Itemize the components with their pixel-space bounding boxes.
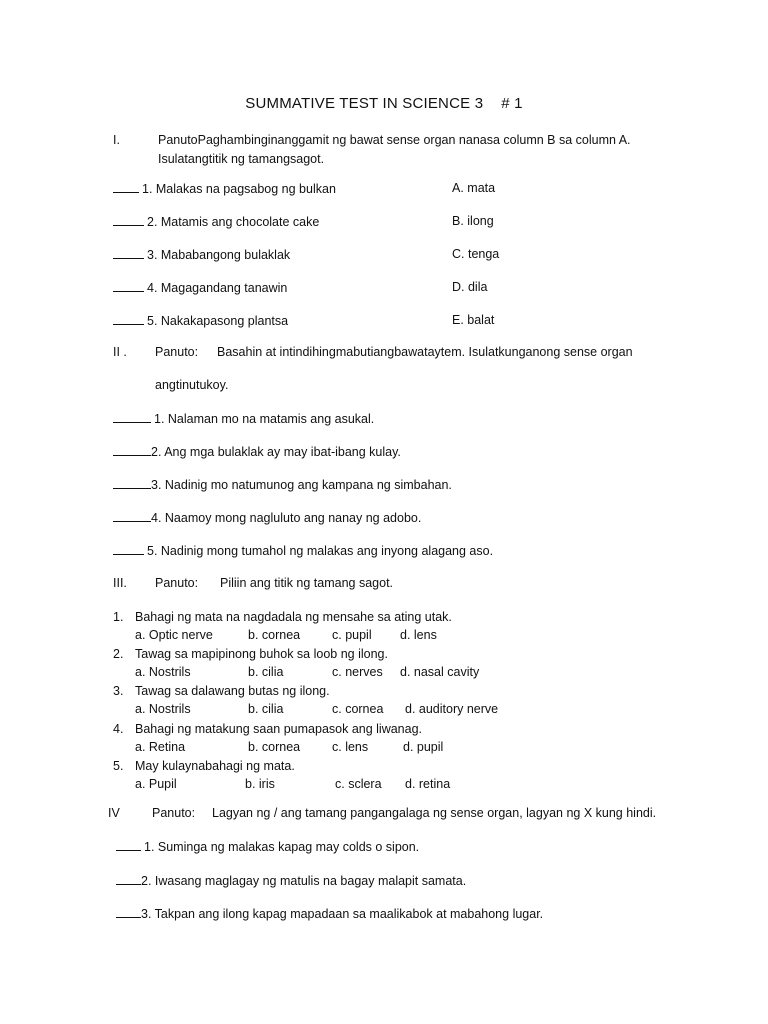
choice-a: a. Nostrils [135,702,191,716]
question-text: Bahagi ng mata na nagdadala ng mensahe sa ating utak. [135,610,452,624]
choice-c: c. pupil [332,628,372,642]
part1-item-2 [113,214,319,229]
answer-blank [113,543,144,555]
choice-b: b. iris [245,777,275,791]
choice-d: d. auditory nerve [405,702,499,716]
part2-instruction-line2: angtinutukoy. [155,378,229,392]
part1-answer-choice: D. dila [452,280,488,294]
part2-item-text: 1. Nalaman mo na matamis ang asukal. [154,412,375,426]
question-number: 1. [113,610,124,624]
answer-blank [113,411,151,423]
part1-answer-choice: C. tenga [452,247,500,261]
part1-item-text: 2. Matamis ang chocolate cake [147,215,320,229]
part4-item-text: 1. Suminga ng malakas kapag may colds o sipon. [144,840,420,854]
part3-panuto: Panuto: [155,576,199,590]
choice-c: c. nerves [332,665,383,679]
part2-item-1 [113,411,374,426]
part4-panuto: Panuto: [152,806,196,820]
question-text: Tawag sa mapipinong buhok sa loob ng ilong. [135,647,388,661]
choice-a: a. Nostrils [135,665,191,679]
question-number: 2. [113,647,124,661]
part1-item-3 [113,247,290,262]
question-text: Tawag sa dalawang butas ng ilong. [135,684,330,698]
part2-item-4 [113,510,421,525]
question-number: 4. [113,722,124,736]
question-text: Bahagi ng matakung saan pumapasok ang liwanag. [135,722,423,736]
part1-instruction-line2: Isulatangtitik ng tamangsagot. [158,152,325,166]
part1-item-4 [113,280,287,295]
part3-instruction: Piliin ang titik ng tamang sagot. [220,576,394,590]
page-title [0,95,768,112]
part1-answer-choice: A. mata [452,181,496,195]
part4-item-2 [116,873,466,888]
answer-blank [116,906,141,918]
part4-item-1 [116,839,419,854]
title-text: SUMMATIVE TEST IN SCIENCE 3 [245,95,484,112]
choice-b: b. cilia [248,665,284,679]
title-number: # 1 [501,95,523,112]
choice-b: b. cornea [248,740,301,754]
choice-b: b. cilia [248,702,284,716]
part4-item-text: 2. Iwasang maglagay ng matulis na bagay malapit samata. [141,874,467,888]
part2-item-text: 3. Nadinig mo natumunog ang kampana ng simbahan. [151,478,452,492]
answer-blank [113,214,144,226]
part4-roman: IV [108,806,120,820]
part2-item-text: 4. Naamoy mong nagluluto ang nanay ng adobo. [151,511,422,525]
answer-blank [113,181,139,193]
part2-roman: II . [113,345,127,359]
part1-item-text: 5. Nakakapasong plantsa [147,314,289,328]
choice-b: b. cornea [248,628,301,642]
part1-answer-choice: B. ilong [452,214,494,228]
choice-c: c. cornea [332,702,384,716]
choice-c: c. lens [332,740,369,754]
answer-blank [113,280,144,292]
answer-blank [113,510,151,522]
part1-item-text: 1. Malakas na pagsabog ng bulkan [142,182,336,196]
choice-a: a. Pupil [135,777,177,791]
part4-item-text: 3. Takpan ang ilong kapag mapadaan sa maalikabok at mabahong lugar. [141,907,544,921]
question-number: 5. [113,759,124,773]
choice-d: d. retina [405,777,451,791]
answer-blank [113,444,151,456]
choice-a: a. Optic nerve [135,628,213,642]
part2-item-5 [113,543,493,558]
part1-item-1 [113,181,336,196]
part4-item-3 [116,906,543,921]
question-number: 3. [113,684,124,698]
choice-d: d. nasal cavity [400,665,480,679]
part1-item-5 [113,313,288,328]
answer-blank [116,839,141,851]
question-text: May kulaynabahagi ng mata. [135,759,295,773]
part1-roman: I. [113,133,120,147]
answer-blank [113,313,144,325]
part1-instruction-line1: PanutoPaghambinginanggamit ng bawat sense organ nanasa column B sa column A. [158,133,631,147]
part2-panuto: Panuto: [155,345,199,359]
choice-d: d. pupil [403,740,444,754]
part2-instruction-line1: Basahin at intindihingmabutiangbawataytem. Isulatkunganong sense organ [217,345,633,359]
part2-item-3 [113,477,452,492]
part1-answer-choice: E. balat [452,313,495,327]
answer-blank [113,477,151,489]
choice-c: c. sclera [335,777,382,791]
part2-item-2 [113,444,401,459]
part1-item-text: 4. Magagandang tanawin [147,281,288,295]
part2-item-text: 5. Nadinig mong tumahol ng malakas ang inyong alagang aso. [147,544,494,558]
part1-item-text: 3. Mababangong bulaklak [147,248,291,262]
choice-d: d. lens [400,628,437,642]
answer-blank [113,247,144,259]
part4-instruction: Lagyan ng / ang tamang pangangalaga ng sense organ, lagyan ng X kung hindi. [212,806,657,820]
part3-roman: III. [113,576,127,590]
choice-a: a. Retina [135,740,186,754]
part2-item-text: 2. Ang mga bulaklak ay may ibat-ibang kulay. [151,445,401,459]
answer-blank [116,873,141,885]
